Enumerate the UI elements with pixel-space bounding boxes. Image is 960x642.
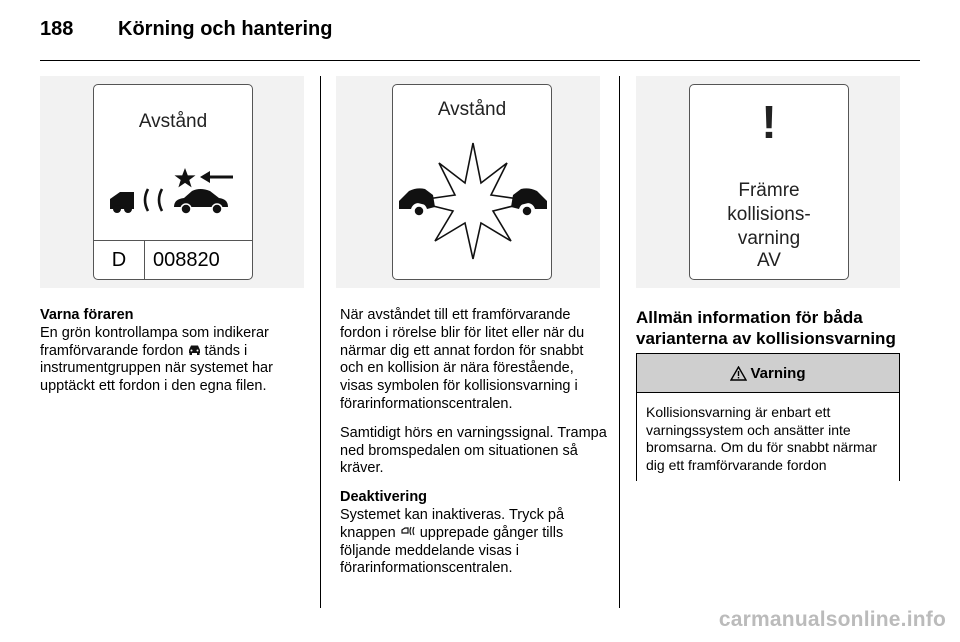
panel-title: Avstånd — [437, 99, 507, 120]
panel-title: Avstånd — [138, 111, 208, 132]
display-panel — [392, 84, 552, 280]
code-letter: D — [94, 241, 145, 279]
warning-header — [637, 354, 899, 393]
collision-star-icon — [395, 135, 551, 265]
chapter-title: Körning och hantering — [118, 18, 333, 40]
paragraph: När avståndet till ett framförvarande fordon i rörelse blir för litet eller när du närmar dig ett annat fordon för snabbt och en kollision är nära förestående, visas symbolen för kollisionsvarning i förarinformationscentralen. — [340, 307, 585, 412]
warning-box — [636, 353, 900, 481]
watermark: carmanualsonline.info — [718, 608, 946, 631]
paragraph: Samtidigt hörs en varningssignal. Trampa ned bromspedalen om situationen så kräver. — [340, 424, 607, 477]
code-row — [94, 240, 252, 279]
column-divider-1 — [320, 76, 321, 608]
paragraph-part: En grön kontrollampa som indikerar framförvarande fordon — [40, 324, 269, 359]
warning-text: Kollisionsvarning är enbart ett varningssystem och ansätter inte bromsarna. Om du för snabbt närmar dig ett framförvarande fordon — [646, 404, 878, 473]
figure-collision-warning — [336, 76, 600, 288]
section-heading: Varna föraren — [40, 307, 134, 323]
distance-car-icon — [96, 165, 252, 225]
panel-line-2: kollisions- — [727, 204, 811, 225]
paragraph-part: tänds i instrumentgruppen när systemet har upptäckt ett fordon i den egna filen. — [40, 342, 273, 395]
warning-title: Varning — [750, 364, 806, 382]
exclamation-mark: ! — [761, 96, 777, 148]
panel-line-1: Främre — [738, 180, 800, 201]
section-heading: Deaktivering — [340, 489, 428, 506]
paragraph-part: upprepade gånger tills följande meddelande visas i förarinformationscentralen. — [340, 524, 564, 577]
page-header — [40, 18, 332, 48]
paragraph-part: Systemet kan inaktiveras. Tryck på knappen — [340, 506, 565, 541]
column-2-text — [340, 307, 608, 589]
panel-line-3: varning — [737, 228, 801, 249]
distance-button-icon — [400, 525, 416, 537]
display-panel — [689, 84, 849, 280]
column-divider-2 — [619, 76, 620, 608]
display-panel — [93, 84, 253, 280]
panel-line-4: AV — [757, 250, 781, 271]
page-number: 188 — [40, 18, 74, 40]
column-1-text — [40, 307, 310, 407]
warning-triangle-icon — [730, 366, 747, 381]
car-front-icon — [188, 344, 201, 355]
figure-distance-display — [40, 76, 304, 288]
section-heading-general: Allmän information för båda varianterna av kollisionsvarning — [636, 308, 896, 348]
figure-collision-warning-off — [636, 76, 900, 288]
header-rule — [40, 60, 920, 61]
code-number: 008820 — [153, 248, 220, 271]
